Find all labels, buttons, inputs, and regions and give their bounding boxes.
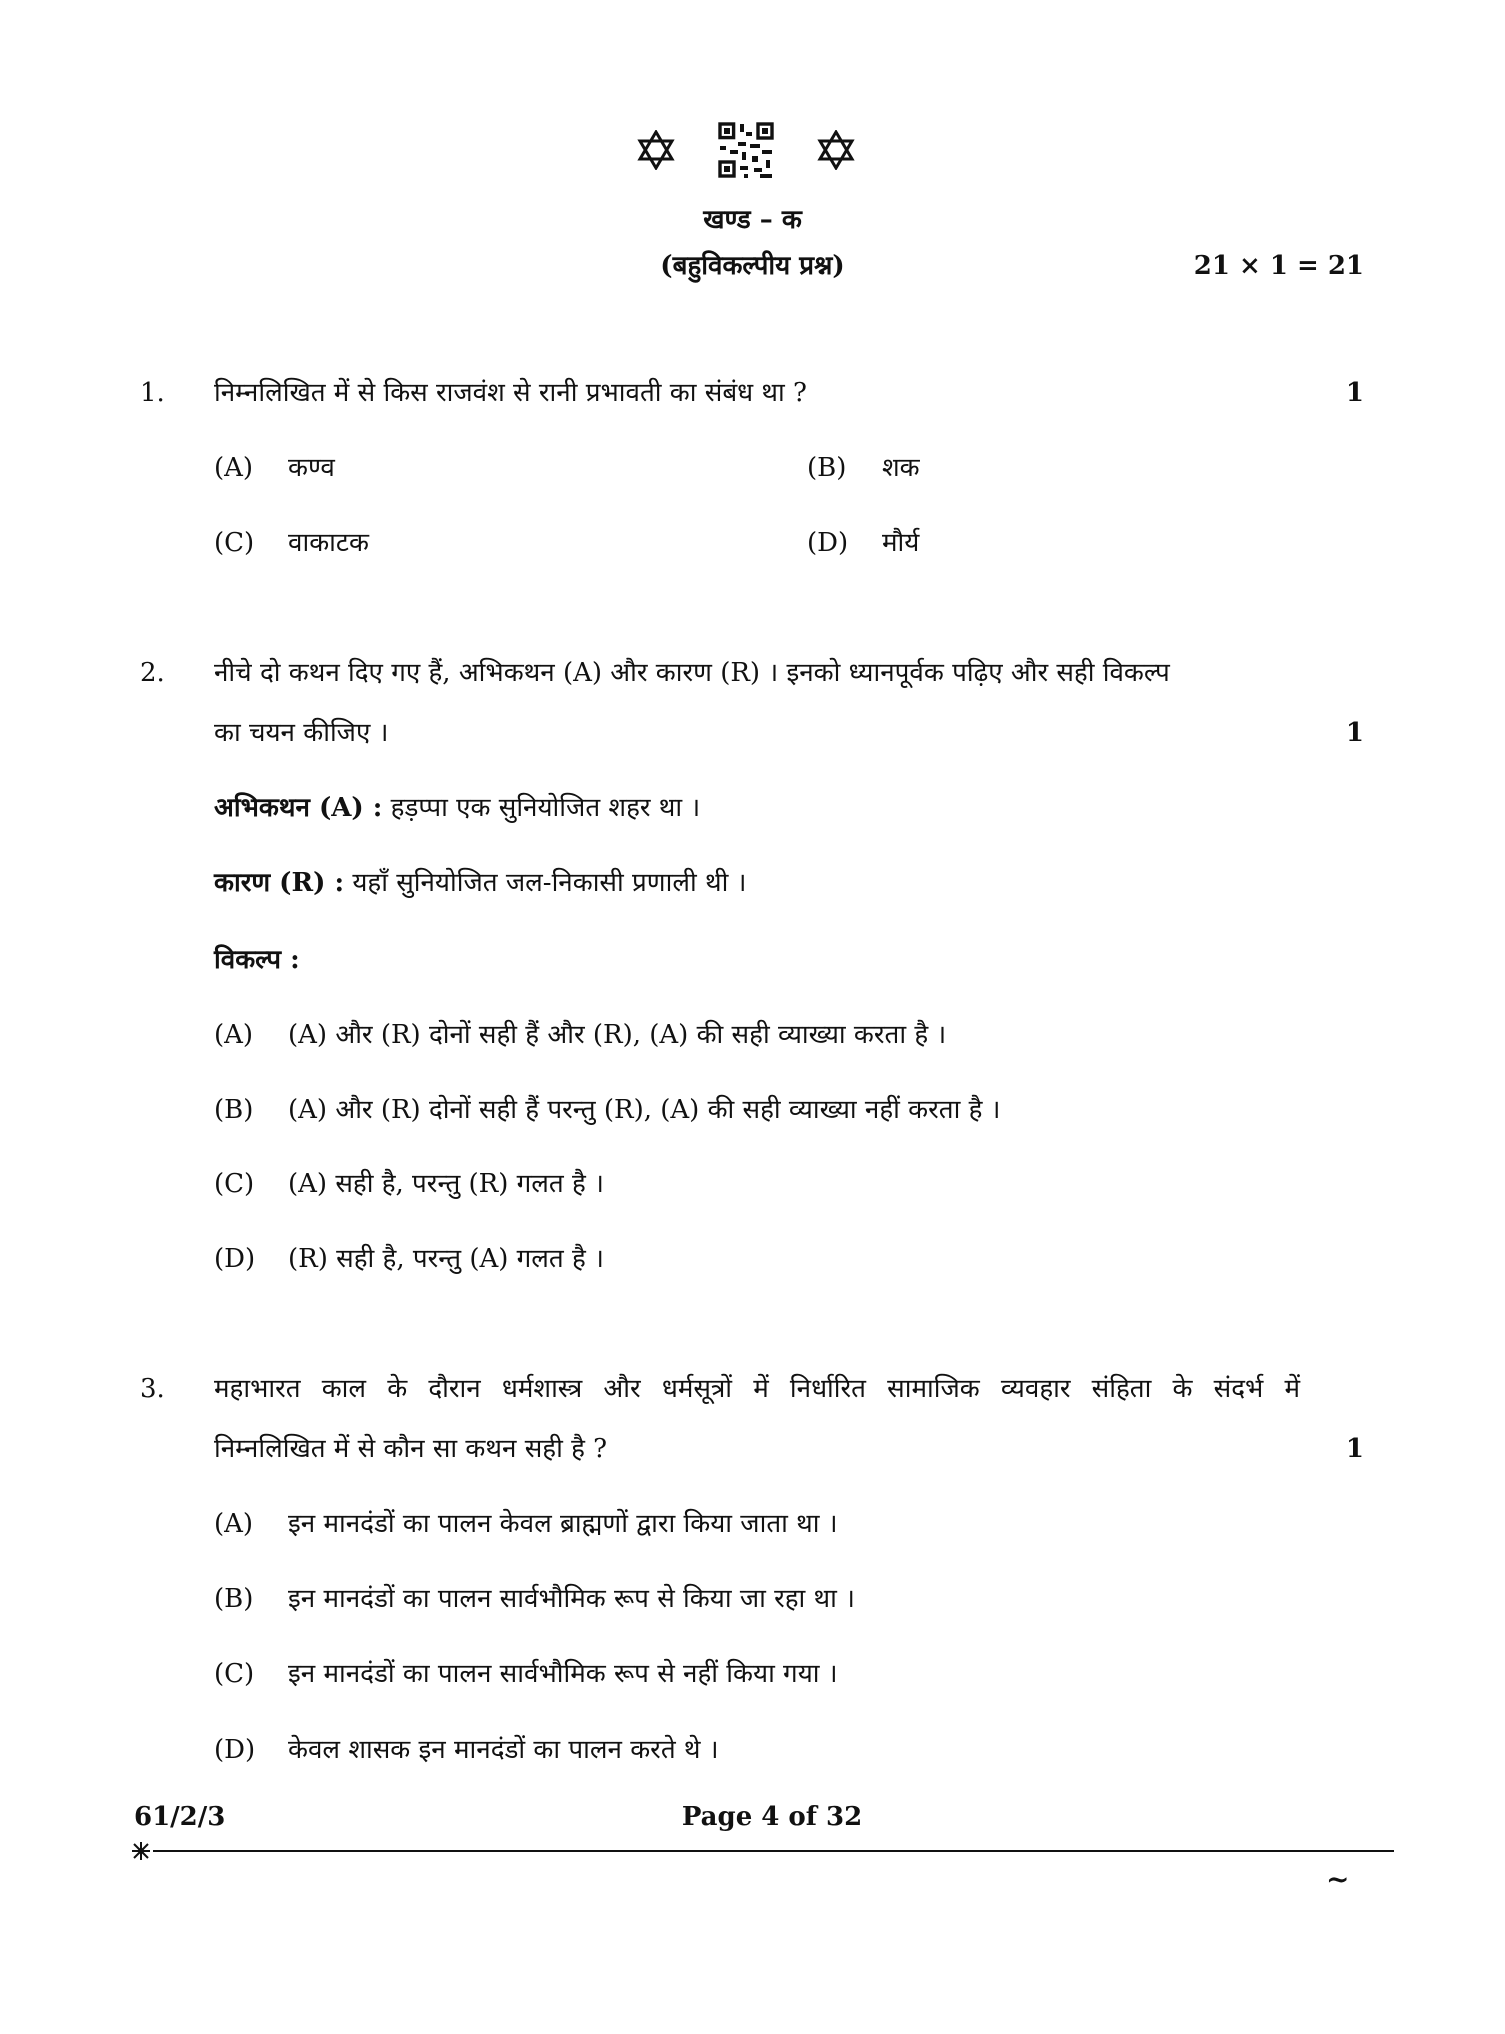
- option-text: (R) सही है, परन्तु (A) गलत है ।: [288, 1244, 604, 1274]
- flower-ornament-icon: [131, 1841, 151, 1861]
- option-label: (C): [214, 1169, 255, 1199]
- option-text: मौर्य: [882, 528, 920, 558]
- page-number: Page 4 of 32: [681, 1802, 863, 1832]
- question-marks: 1: [1345, 1434, 1364, 1464]
- question-text: महाभारत काल के दौरान धर्मशास्त्र और धर्मसूत्रों में निर्धारित सामाजिक व्यवहार संहिता के संदर्भ में: [214, 1374, 1300, 1404]
- option-label: (A): [214, 1509, 254, 1539]
- option-text: शक: [882, 453, 920, 483]
- assertion: [214, 795, 700, 821]
- question-text: निम्नलिखित में से कौन सा कथन सही है ?: [214, 1434, 608, 1464]
- assertion-label: अभिकथन (A) :: [214, 793, 383, 823]
- section-subtitle: (बहुविकल्पीय प्रश्न): [660, 251, 845, 281]
- option-label: (C): [214, 1659, 255, 1689]
- reason-text: यहाँ सुनियोजित जल-निकासी प्रणाली थी ।: [352, 868, 747, 898]
- star-of-david-icon: [636, 130, 676, 170]
- options-heading: विकल्प :: [214, 945, 300, 975]
- star-of-david-icon: [816, 130, 856, 170]
- reason: [214, 870, 746, 896]
- option-label: (D): [214, 1735, 256, 1765]
- option-label: (B): [214, 1584, 254, 1614]
- option-text: इन मानदंडों का पालन सार्वभौमिक रूप से किया जा रहा था ।: [288, 1584, 856, 1614]
- option-text: (A) और (R) दोनों सही हैं परन्तु (R), (A) की सही व्याख्या नहीं करता है ।: [288, 1095, 1001, 1125]
- qr-code: [718, 122, 776, 180]
- option-text: (A) और (R) दोनों सही हैं और (R), (A) की सही व्याख्या करता है ।: [288, 1020, 947, 1050]
- question-number: 3.: [140, 1374, 165, 1404]
- question-number: 2.: [140, 658, 165, 688]
- option-label: (D): [807, 528, 849, 558]
- question-text: का चयन कीजिए ।: [214, 718, 389, 748]
- option-label: (B): [214, 1095, 254, 1125]
- section-title: खण्ड – क: [703, 205, 802, 235]
- option-text: इन मानदंडों का पालन केवल ब्राह्मणों द्वारा किया जाता था ।: [288, 1509, 838, 1539]
- option-label: (A): [214, 1020, 254, 1050]
- footer-divider: [153, 1850, 1394, 1852]
- question-number: 1.: [140, 378, 165, 408]
- section-marks: 21 × 1 = 21: [1193, 251, 1364, 281]
- option-label: (C): [214, 528, 255, 558]
- paper-code: 61/2/3: [134, 1802, 226, 1832]
- option-label: (D): [214, 1244, 256, 1274]
- option-text: केवल शासक इन मानदंडों का पालन करते थे ।: [288, 1735, 719, 1765]
- option-text: (A) सही है, परन्तु (R) गलत है ।: [288, 1169, 604, 1199]
- footer-mark: ~: [1326, 1863, 1350, 1896]
- option-text: इन मानदंडों का पालन सार्वभौमिक रूप से नहीं किया गया ।: [288, 1659, 838, 1689]
- option-text: वाकाटक: [288, 528, 369, 558]
- option-text: कण्व: [288, 453, 335, 483]
- question-marks: 1: [1345, 378, 1364, 408]
- question-text: निम्नलिखित में से किस राजवंश से रानी प्रभावती का संबंध था ?: [214, 378, 807, 408]
- option-label: (B): [807, 453, 847, 483]
- question-marks: 1: [1345, 718, 1364, 748]
- reason-label: कारण (R) :: [214, 868, 345, 898]
- question-text: नीचे दो कथन दिए गए हैं, अभिकथन (A) और कारण (R) । इनको ध्यानपूर्वक पढ़िए और सही विकल्प: [214, 658, 1170, 688]
- assertion-text: हड़प्पा एक सुनियोजित शहर था ।: [390, 793, 701, 823]
- option-label: (A): [214, 453, 254, 483]
